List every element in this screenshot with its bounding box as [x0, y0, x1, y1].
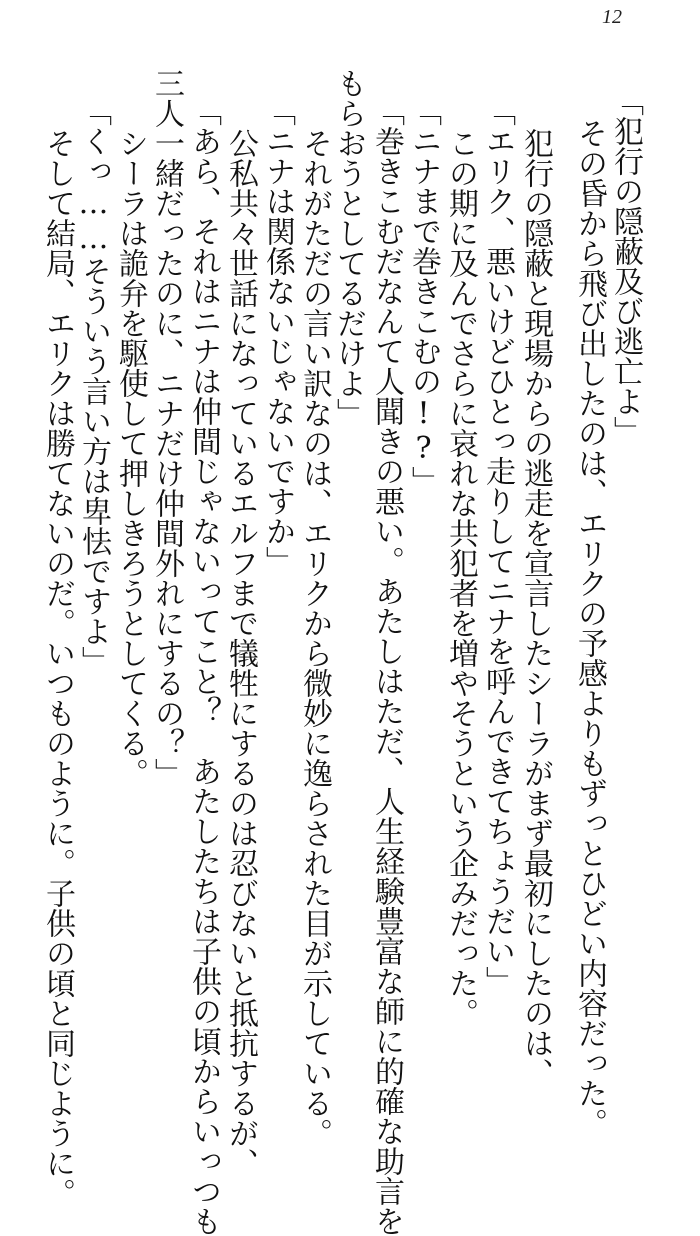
text-column-2: その昏から飛び出したのは、エリクの予感よりもずっとひどい内容だった。	[572, 118, 607, 1138]
text-column-8: もらおうとしてるだけよ」	[331, 68, 366, 428]
text-column-13: 三人一緒だったのに、ニナだけ仲間外れにするの？」	[149, 68, 184, 788]
text-column-6: 「ニナまで巻きこむの!?」	[406, 96, 441, 496]
text-column-1: 「犯行の隠蔽及び逃亡よ」	[608, 86, 643, 446]
text-column-4: 「エリク、悪いけどひとっ走りしてニナを呼んできてちょうだい」	[480, 96, 515, 996]
text-column-3: 犯行の隠蔽と現場からの逃走を宣言したシーラがまず最初にしたのは、	[518, 128, 553, 1088]
text-column-9: それがただの言い訳なのは、エリクから微妙に逸らされた目が示している。	[297, 128, 332, 1148]
text-column-10: 「ニナは関係ないじゃないですか」	[260, 96, 295, 576]
text-column-11: 公私共々世話になっているエルフまで犠牲にするのは忍びないと抵抗するが、	[223, 128, 258, 1178]
text-column-12: 「あら、それはニナは仲間じゃないってこと？ あたしたちは子供の頃からいっつも	[186, 96, 221, 1236]
text-column-5: この期に及んでさらに哀れな共犯者を増やそうという企みだった。	[443, 128, 478, 1028]
text-column-7: 「巻きこむだなんて人聞きの悪い。あたしはただ、人生経験豊富な師に的確な助言を	[369, 96, 404, 1236]
page-number: 12	[602, 6, 622, 28]
text-column-16: そして結局、エリクは勝てないのだ。いつものように。子供の頃と同じように。	[40, 128, 75, 1208]
text-column-15: 「くっ……そういう言い方は卑怯ですよ」	[76, 96, 111, 676]
text-column-14: シーラは詭弁を駆使して押しきろうとしてくる。	[113, 128, 148, 788]
